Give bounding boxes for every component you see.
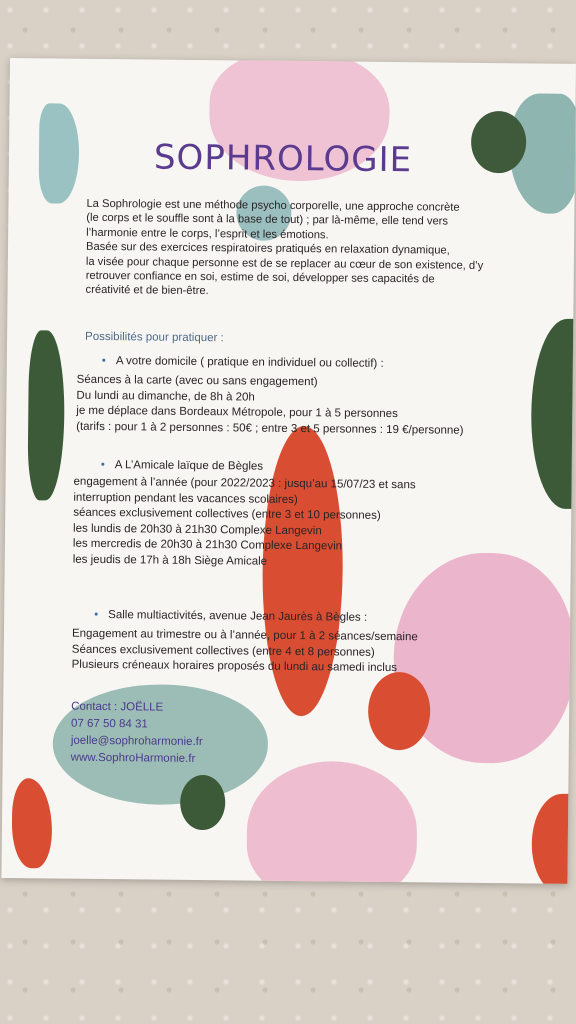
red-blob bbox=[12, 778, 53, 868]
intro-line: La Sophrologie est une méthode psycho corporelle, une approche concrète bbox=[86, 197, 460, 214]
detail-line: séances exclusivement collectives (entre 3 et 10 personnes) bbox=[73, 506, 381, 523]
red-blob bbox=[368, 672, 431, 751]
intro-line: créativité et de bien-être. bbox=[85, 284, 209, 298]
contact-phone[interactable]: 07 67 50 84 31 bbox=[70, 717, 148, 731]
red-blob bbox=[531, 794, 576, 884]
detail-line: Séances exclusivement collectives (entre 4 et 8 personnes) bbox=[71, 643, 375, 659]
detail-line: les jeudis de 17h à 18h Siège Amicale bbox=[72, 553, 268, 568]
bullet-icon: • bbox=[101, 354, 106, 368]
detail-line: (tarifs : pour 1 à 2 personnes : 50€ ; entre 3 et 5 personnes : 19 €/personne) bbox=[76, 420, 464, 437]
bullet-icon: • bbox=[94, 608, 99, 621]
teal-blob bbox=[38, 103, 79, 203]
section-heading-text: Salle multiactivités, avenue Jean Jaurès à Bègles : bbox=[108, 609, 368, 624]
practice-label: Possibilités pour pratiquer : bbox=[85, 330, 224, 345]
flyer-title: SOPHROLOGIE bbox=[153, 137, 413, 181]
intro-paragraph bbox=[85, 197, 536, 303]
detail-line: les lundis de 20h30 à 21h30 Complexe Langevin bbox=[73, 522, 322, 538]
section-amicale-details bbox=[73, 475, 416, 572]
intro-line: l’harmonie entre le corps, l’esprit et les émotions. bbox=[86, 226, 329, 242]
contact-email[interactable]: joelle@sophroharmonie.fr bbox=[70, 734, 203, 749]
section-home-details bbox=[76, 373, 464, 439]
detail-line: Du lundi au dimanche, de 8h à 20h bbox=[76, 389, 255, 404]
flyer-sheet bbox=[1, 58, 576, 884]
section-heading-text: A votre domicile ( pratique en individuel ou collectif) : bbox=[115, 355, 384, 370]
detail-line: interruption pendant les vacances scolaires) bbox=[73, 491, 298, 506]
intro-line: (le corps et le souffle sont à la base de tout) ; par là-même, elle tend vers bbox=[86, 212, 449, 229]
intro-line: la visée pour chaque personne est de se replacer au cœur de son existence, d’y bbox=[85, 255, 484, 272]
dark-green-blob bbox=[180, 775, 226, 830]
section-heading-text: A L’Amicale laïque de Bègles bbox=[114, 459, 264, 473]
dark-green-blob bbox=[530, 318, 576, 509]
dark-green-blob bbox=[27, 330, 65, 500]
contact-name: Contact : JOËLLE bbox=[71, 700, 164, 714]
detail-line: Plusieurs créneaux horaires proposés du lundi au samedi inclus bbox=[71, 658, 398, 675]
intro-line: retrouver confiance en soi, estime de soi, développer ses capacités de bbox=[85, 269, 435, 286]
detail-line: Séances à la carte (avec ou sans engagement) bbox=[76, 373, 318, 389]
section-heading-salle bbox=[94, 609, 367, 624]
contact-block bbox=[71, 699, 204, 768]
detail-line: je me déplace dans Bordeaux Métropole, pour 1 à 5 personnes bbox=[76, 404, 398, 421]
section-heading-amicale bbox=[101, 459, 263, 473]
detail-line: Engagement au trimestre ou à l’année, pour 1 à 2 séances/semaine bbox=[71, 627, 418, 644]
contact-website[interactable]: www.SophroHarmonie.fr bbox=[70, 751, 196, 765]
section-heading-home bbox=[102, 355, 384, 370]
intro-line: Basée sur des exercices respiratoires pratiqués en relaxation dynamique, bbox=[85, 241, 450, 257]
pink-blob bbox=[246, 761, 417, 884]
bullet-icon: • bbox=[100, 458, 105, 472]
detail-line: engagement à l’année (pour 2022/2023 : jusqu’au 15/07/23 et sans bbox=[73, 475, 416, 492]
detail-line: les mercredis de 20h30 à 21h30 Complexe Langevin bbox=[72, 538, 343, 553]
section-salle-details bbox=[72, 627, 418, 677]
